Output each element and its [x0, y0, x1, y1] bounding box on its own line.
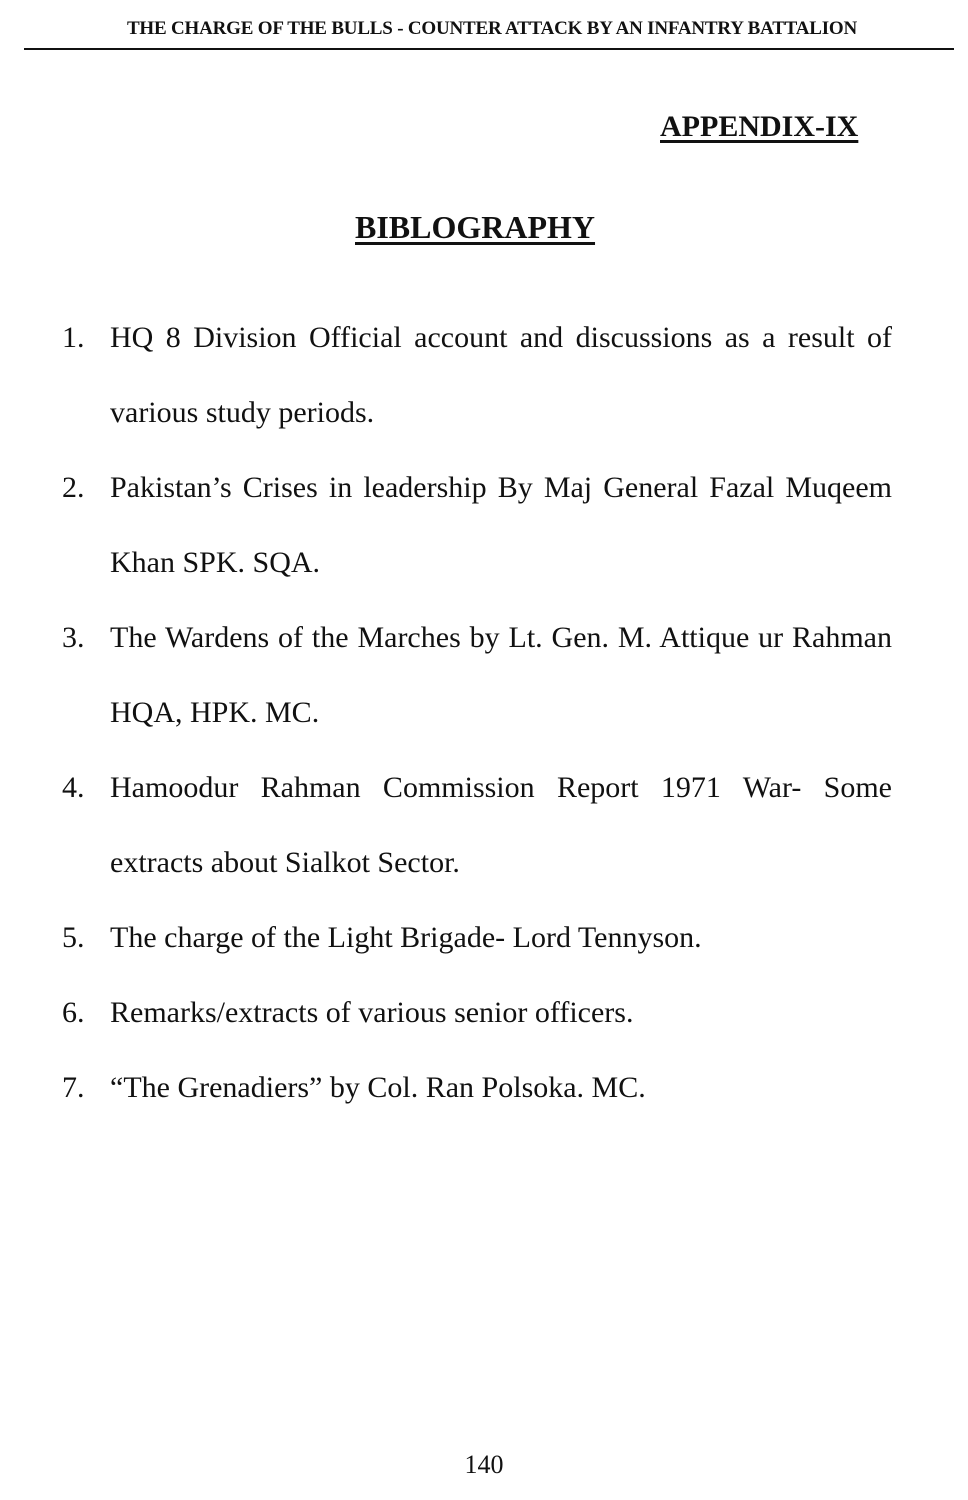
- bibliography-item: [62, 600, 892, 750]
- header-rule: [24, 48, 954, 50]
- bibliography-item: [62, 975, 892, 1050]
- item-number: 5.: [62, 921, 85, 954]
- item-number: 2.: [62, 471, 85, 504]
- item-text: The Wardens of the Marches by Lt. Gen. M. Attique ur Rahman HQA, HPK. MC.: [110, 621, 892, 729]
- bibliography-item: [62, 300, 892, 450]
- bibliography-item: [62, 1050, 892, 1125]
- item-text: HQ 8 Division Official account and discussions as a result of various study periods.: [110, 321, 892, 429]
- item-number: 6.: [62, 996, 85, 1029]
- item-number: 1.: [62, 321, 85, 354]
- item-text: Pakistan’s Crises in leadership By Maj General Fazal Muqeem Khan SPK. SQA.: [110, 471, 892, 579]
- item-number: 4.: [62, 771, 85, 804]
- page-number: 140: [464, 1450, 504, 1479]
- item-text: Hamoodur Rahman Commission Report 1971 War- Some extracts about Sialkot Sector.: [110, 771, 892, 879]
- appendix-label: APPENDIX-IX: [660, 110, 859, 143]
- bibliography-item: [62, 750, 892, 900]
- item-text: Remarks/extracts of various senior officers.: [110, 996, 634, 1029]
- item-number: 7.: [62, 1071, 85, 1104]
- running-header: THE CHARGE OF THE BULLS - COUNTER ATTACK BY AN INFANTRY BATTALION: [126, 18, 858, 39]
- bibliography-item: [62, 900, 892, 975]
- item-text: “The Grenadiers” by Col. Ran Polsoka. MC.: [110, 1071, 646, 1104]
- page-title: BIBLOGRAPHY: [355, 209, 596, 245]
- item-text: The charge of the Light Brigade- Lord Tennyson.: [110, 921, 702, 954]
- bibliography-list: [62, 300, 892, 1125]
- item-number: 3.: [62, 621, 85, 654]
- bibliography-item: [62, 450, 892, 600]
